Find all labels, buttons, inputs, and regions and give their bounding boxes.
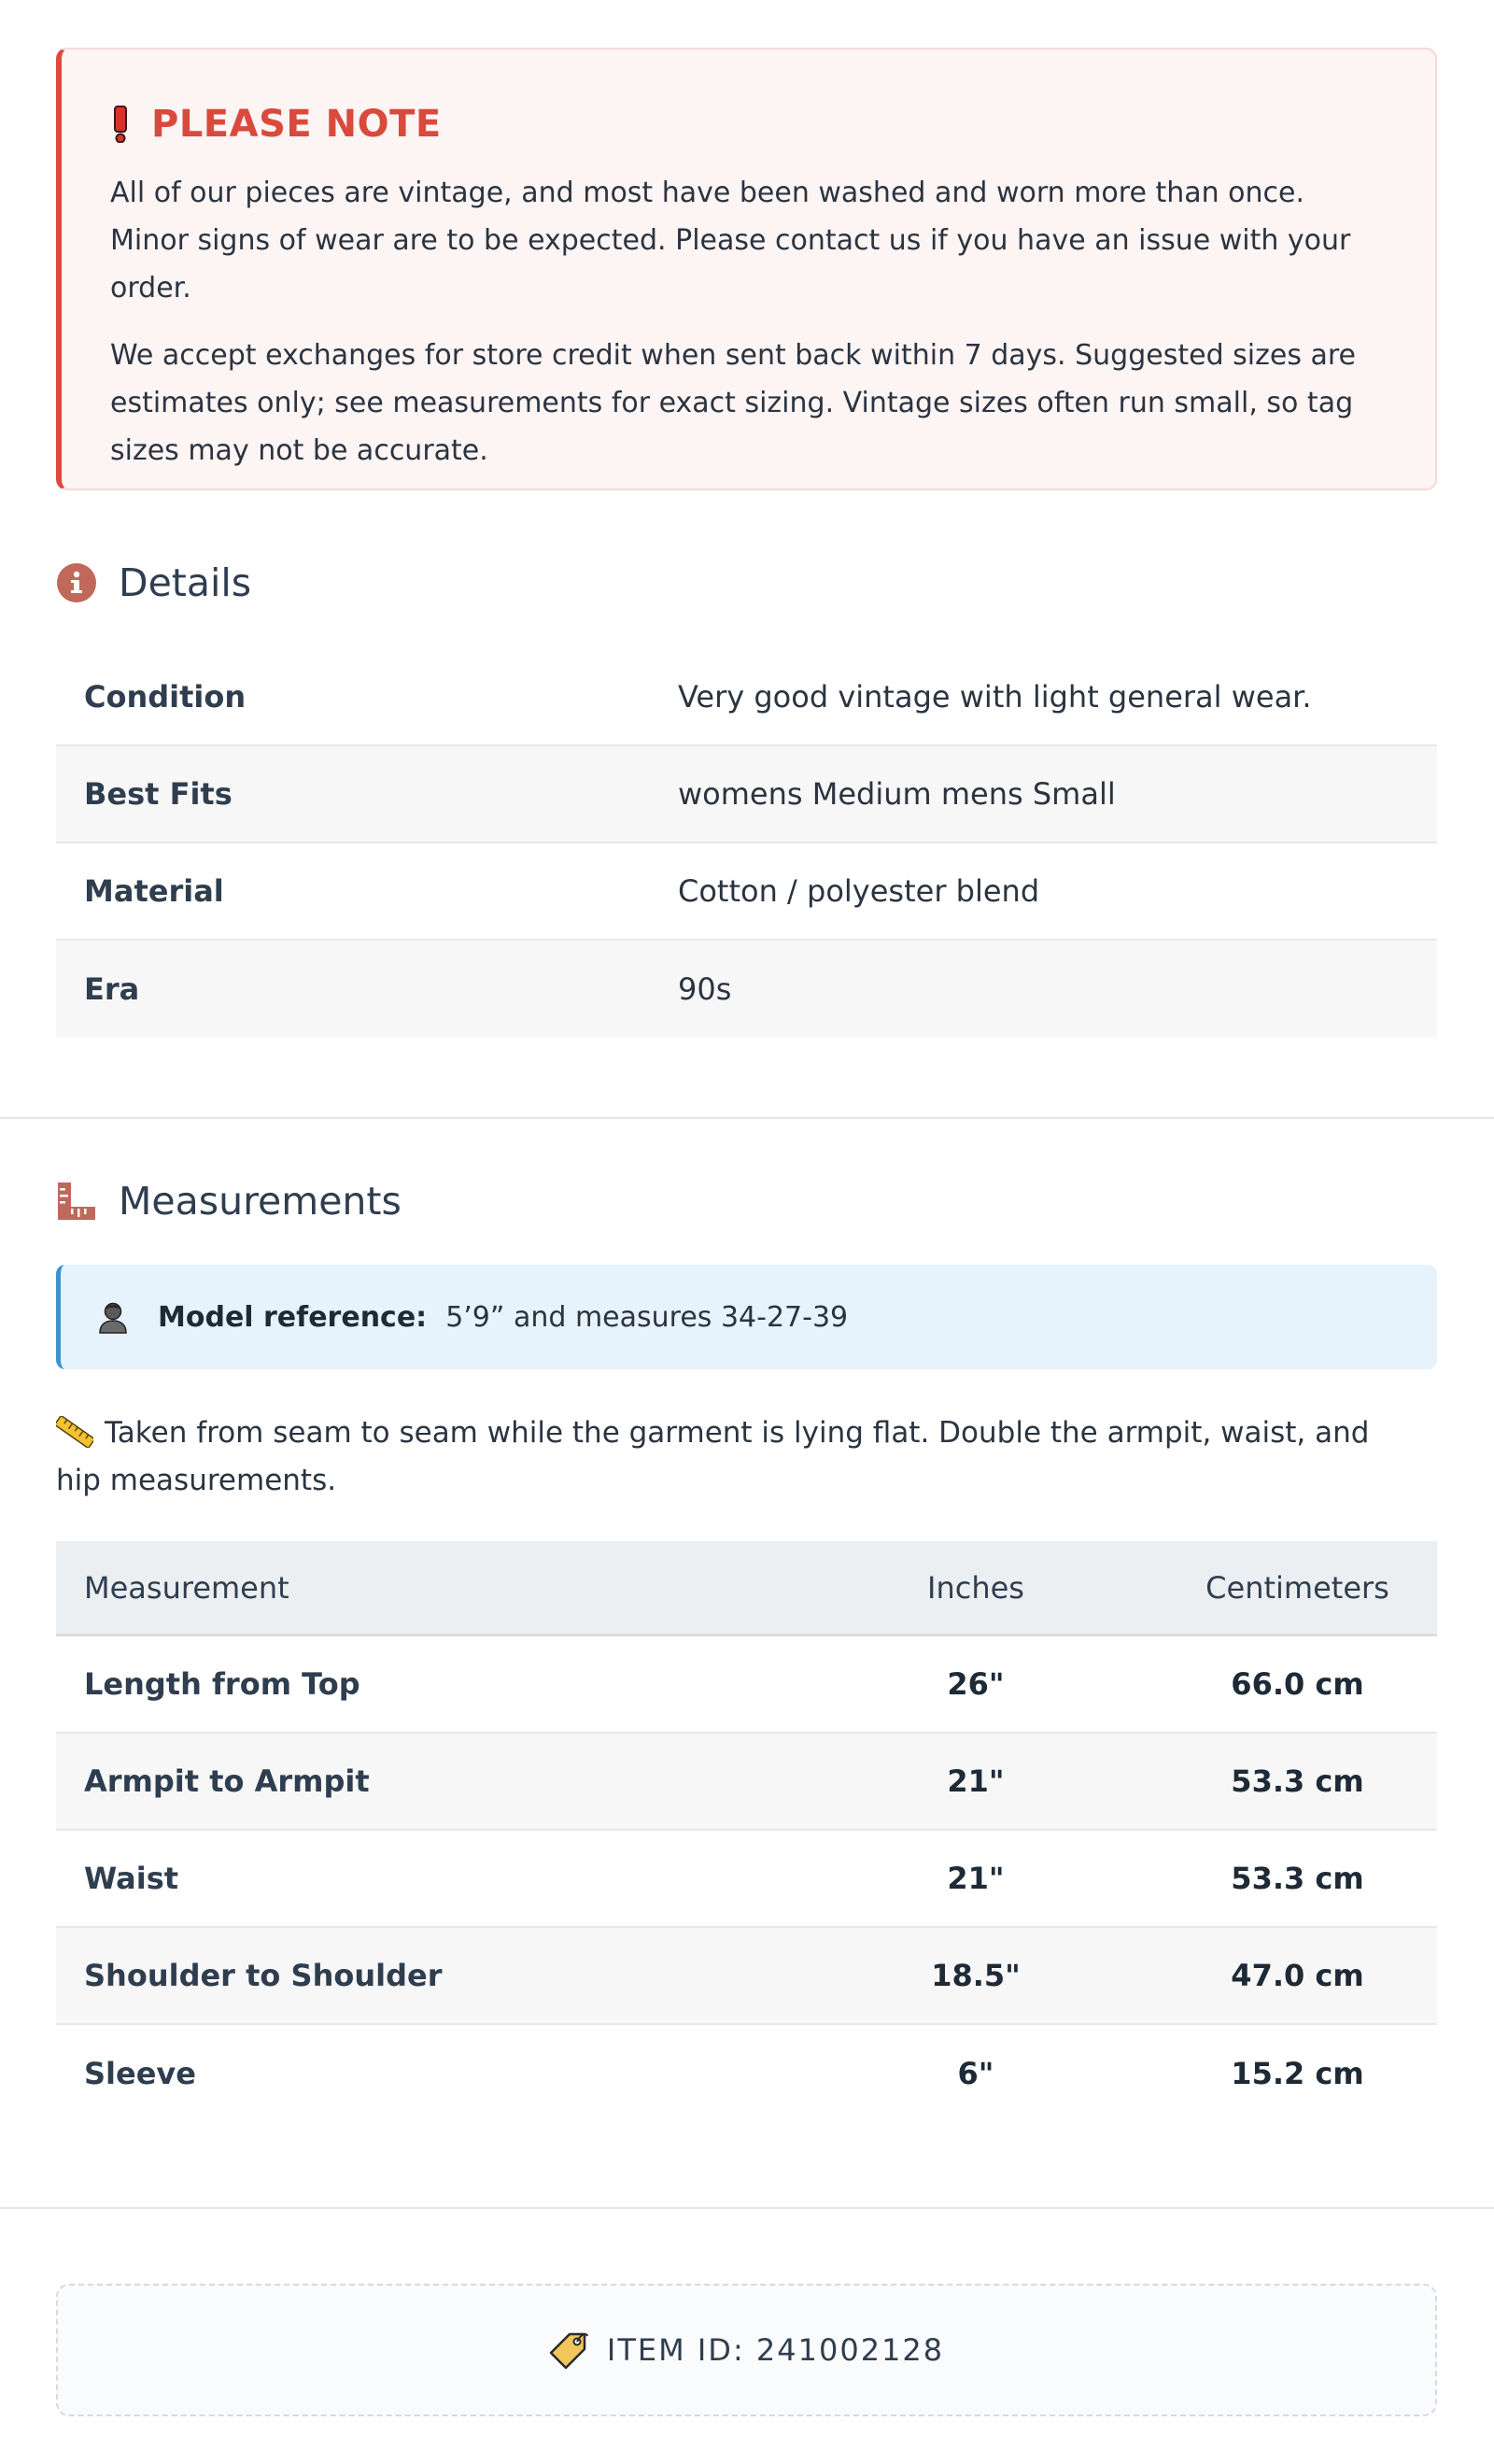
measurement-note-text: Taken from seam to seam while the garment is lying flat. Double the armpit, waist, and hip measurements. [56,1416,1370,1497]
item-id-box [56,2284,1437,2416]
item-id[interactable]: ITEM ID: 241002128 [606,2332,945,2368]
table-row [56,843,1437,941]
model-reference [56,1265,1437,1369]
table-row [56,1831,1437,1928]
measurements-table [56,1541,1437,2122]
measurement-name: Armpit to Armpit [84,1763,370,1799]
measurement-inches: 18.5" [931,1958,1021,1993]
notice-title: PLEASE NOTE [151,103,442,146]
table-row [56,649,1437,746]
column-header: Inches [927,1569,1024,1606]
notice-paragraph-1: All of our pieces are vintage, and most have been washed and worn more than once. Minor signs of wear are to be expected. Please contact us if you have an issue with your order. [110,177,1351,304]
detail-value: Very good vintage with light general wear. [678,679,1312,715]
section-divider [0,1117,1494,1119]
detail-value: Cotton / polyester blend [678,873,1040,909]
detail-value: womens Medium mens Small [678,776,1116,812]
table-row [56,1928,1437,2025]
details-table [56,649,1437,1038]
measurement-inches: 26" [947,1666,1005,1702]
measurement-inches: 21" [947,1763,1005,1799]
person-icon [96,1300,130,1334]
detail-label: Best Fits [84,776,233,812]
table-row [56,1636,1437,1734]
measurement-cm: 66.0 cm [1231,1666,1364,1702]
measurement-name: Sleeve [84,2056,196,2091]
measurement-cm: 53.3 cm [1231,1763,1364,1799]
exclamation-icon [110,106,131,143]
measurement-cm: 53.3 cm [1231,1861,1364,1896]
details-title: Details [119,560,252,605]
measurement-inches: 6" [957,2056,994,2091]
measurement-note [56,1409,1401,1505]
detail-value: 90s [678,971,732,1007]
model-reference-value: 5’9” and measures 34-27-39 [445,1300,849,1334]
table-row [56,941,1437,1038]
details-header [56,560,251,605]
measurement-cm: 15.2 cm [1231,2056,1364,2091]
straight-ruler-icon [56,1415,93,1447]
measurements-header [56,1179,402,1224]
table-header [56,1541,1437,1636]
detail-label: Era [84,971,140,1007]
section-divider [0,2207,1494,2209]
model-reference-label: Model reference: [158,1300,428,1334]
measurement-cm: 47.0 cm [1231,1958,1364,1993]
table-row [56,2025,1437,2122]
info-icon [56,562,97,603]
measurement-name: Waist [84,1861,179,1896]
detail-label: Material [84,873,224,909]
tag-icon [549,2330,588,2370]
measurements-title: Measurements [119,1179,402,1224]
column-header: Centimeters [1205,1569,1389,1606]
notice-header [110,102,1385,147]
measurement-name: Shoulder to Shoulder [84,1958,443,1993]
table-row [56,1734,1437,1831]
measurement-name: Length from Top [84,1666,360,1702]
detail-label: Condition [84,679,247,715]
notice-box [56,48,1437,490]
ruler-icon [56,1181,97,1222]
measurement-inches: 21" [947,1861,1005,1896]
column-header: Measurement [84,1569,289,1606]
notice-paragraph-2: We accept exchanges for store credit when sent back within 7 days. Suggested sizes are estimates only; see measurements for exact sizing. Vintage sizes often run small, so tag sizes may not be accurate. [110,339,1357,467]
table-row [56,746,1437,843]
